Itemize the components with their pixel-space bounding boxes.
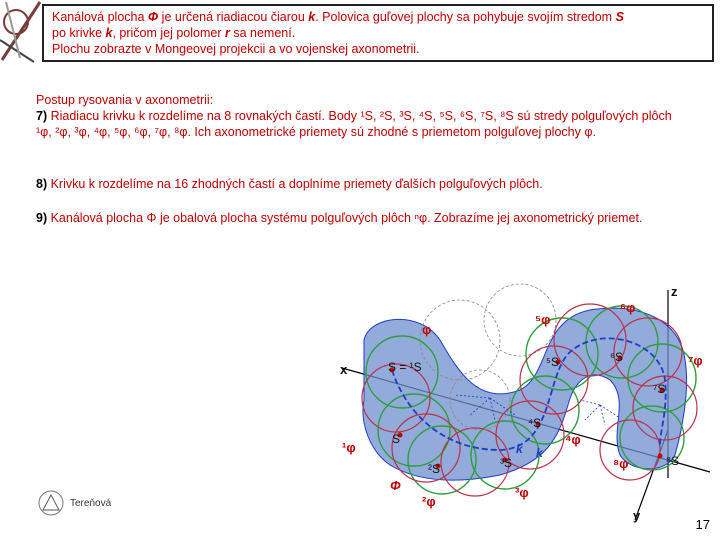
label-S-eq: S = ¹S bbox=[388, 360, 422, 374]
page-number: 17 bbox=[695, 517, 710, 532]
author-credit bbox=[38, 490, 111, 516]
step-7: 7) Riadiacu krivku k rozdelíme na 8 rovnakých častí. Body ¹S, ²S, ³S, ⁴S, ⁵S, ⁶S, ⁷S, ⁸S sú stredy polguľových plôch ¹φ, ²φ, ³φ, ⁴φ, ⁵φ, ⁶φ, ⁷φ, ⁸φ. Ich axonometrické priemety sú zhodné s priemetom polguľovej plochy φ. bbox=[36, 109, 672, 139]
step-9: 9) Kanálová plocha Φ je obalová plocha systému polguľových plôch ⁿφ. Zobrazíme jej axonometrický priemet. bbox=[36, 211, 643, 225]
label-S7: ⁷S bbox=[653, 382, 666, 396]
label-S3: ³S bbox=[500, 456, 512, 470]
label-phi2: ²φ bbox=[422, 494, 436, 509]
label-S8: ⁸S bbox=[666, 454, 680, 468]
label-phi5: ⁵φ bbox=[535, 312, 551, 327]
author-logo-icon bbox=[38, 490, 64, 516]
header-line-3: Plochu zobrazte v Mongeovej projekcii a vo vojenskej axonometrii. bbox=[52, 42, 420, 56]
header-line-1: Kanálová plocha Φ je určená riadiacou čiarou k. Polovica guľovej plochy sa pohybuje svojím stredom S bbox=[52, 10, 624, 24]
axonometric-figure bbox=[330, 280, 720, 525]
header-line-2: po krivke k, pričom jej polomer r sa nemení. bbox=[52, 26, 296, 40]
label-S: S bbox=[392, 432, 401, 446]
step-8: 8) Krivku k rozdelíme na 16 zhodných častí a doplníme priemety ďalších polguľových plôch. bbox=[36, 177, 543, 191]
label-Phi: Φ bbox=[390, 478, 401, 493]
label-phi3: ³φ bbox=[515, 485, 529, 500]
label-phi1: ¹φ bbox=[342, 440, 356, 455]
label-phi: φ bbox=[422, 322, 432, 337]
label-S4: ⁴S bbox=[528, 416, 542, 430]
label-k: k bbox=[516, 442, 523, 456]
task-header bbox=[42, 4, 714, 62]
axis-y-label: y bbox=[633, 508, 641, 523]
label-phi6: ⁶φ bbox=[620, 300, 636, 315]
label-phi4: ⁴φ bbox=[565, 432, 581, 447]
axis-z-label: z bbox=[671, 284, 678, 299]
label-phi8: ⁸φ bbox=[613, 456, 629, 471]
steps-title: Postup rysovania v axonometrii: bbox=[36, 93, 214, 107]
label-phi7: ⁷φ bbox=[688, 353, 703, 368]
label-S2: ²S bbox=[428, 462, 440, 476]
corner-logo bbox=[0, 0, 44, 64]
label-k2: k bbox=[536, 446, 543, 460]
axis-x-label: x bbox=[340, 362, 348, 377]
label-S5: ⁵S bbox=[546, 355, 559, 369]
label-S6: ⁶S bbox=[610, 350, 623, 364]
author-name: Tereňová bbox=[70, 497, 112, 509]
